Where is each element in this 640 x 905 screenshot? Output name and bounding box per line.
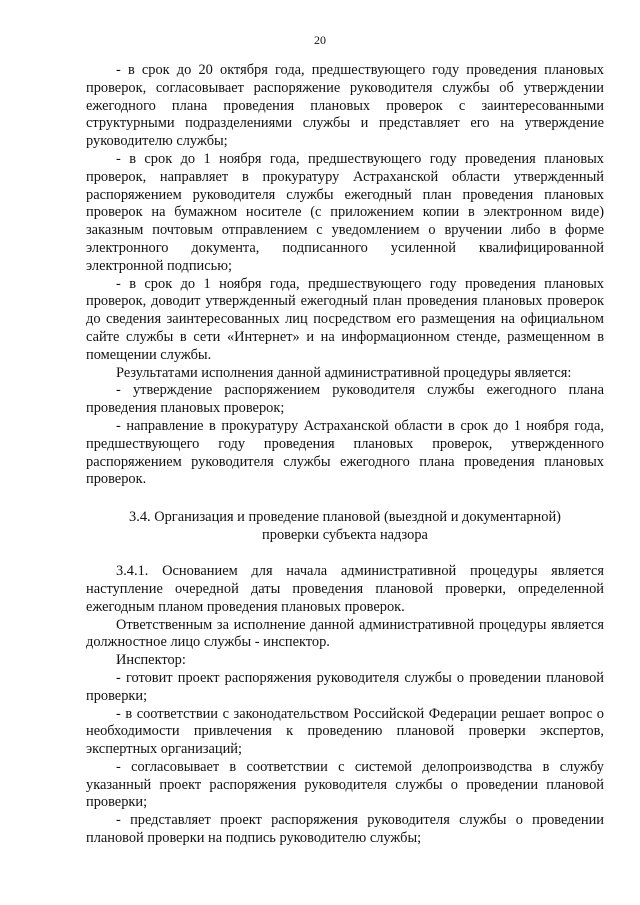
paragraph-results-intro: Результатами исполнения данной административной процедуры является:	[116, 364, 572, 381]
section-heading-3-4	[86, 508, 604, 544]
document-body	[86, 62, 604, 848]
paragraph-responsible-person: Ответственным за исполнение данной административной процедуры является должностное лицо службы - инспектор.	[86, 616, 604, 651]
paragraph-inspector-prepares-draft: - готовит проект распоряжения руководителя службы о проведении плановой проверки;	[86, 669, 604, 704]
paragraph-inspector-submits-for-signature: - представляет проект распоряжения руководителя службы о проведении плановой проверки на подпись руководителю службы;	[86, 812, 604, 847]
paragraph-deadline-november-1-prosecutor: - в срок до 1 ноября года, предшествующего году проведения плановых проверок, направляет в прокуратуру Астраханской области утвержденный распоряжением руководителя службы ежегодный план проведения плановых проверок на бумажном носителе (с приложением копии в электронном виде) заказным почтовым отправлением с уведомлением о вручении либо в форме электронного документа, подписанного усиленной квалифицированной электронной подписью;	[86, 150, 604, 274]
section-heading-line-2: проверки субъекта надзора	[262, 527, 428, 544]
page-number: 20	[314, 33, 326, 47]
section-heading-line-1: 3.4. Организация и проведение плановой (выездной и документарной)	[129, 509, 561, 526]
paragraph-result-approval: - утверждение распоряжением руководителя службы ежегодного плана проведения плановых проверок;	[86, 382, 604, 417]
paragraph-result-submission: - направление в прокуратуру Астраханской области в срок до 1 ноября года, предшествующего году проведения плановых проверок, утвержденного распоряжением руководителя службы ежегодного плана проведения плановых проверок.	[86, 417, 604, 488]
paragraph-deadline-october-20: - в срок до 20 октября года, предшествующего году проведения плановых проверок, согласовывает распоряжение руководителя службы об утверждении ежегодного плана проведения плановых проверок с заинтересованными структурными подразделениями службы и представляет его на утверждение руководителю службы;	[86, 62, 604, 150]
paragraph-3-4-1-basis: 3.4.1. Основанием для начала административной процедуры является наступление очередной даты проведения плановой проверки, определенной ежегодным планом проведения плановых проверок.	[86, 563, 604, 615]
paragraph-deadline-november-1-publication: - в срок до 1 ноября года, предшествующего году проведения плановых проверок, доводит утвержденный ежегодный план проведения плановых проверок до сведения заинтересованных лиц посредством его размещения на официальном сайте службы в сети «Интернет» и на информационном стенде, размещенном в помещении службы.	[86, 275, 604, 363]
paragraph-inspector-coordinates-draft: - согласовывает в соответствии с системой делопроизводства в службу указанный проект распоряжения руководителя службы о проведении плановой проверки;	[86, 758, 604, 811]
paragraph-inspector-decides-experts: - в соответствии с законодательством Российской Федерации решает вопрос о необходимости привлечения к проведению плановой проверки экспертов, экспертных организаций;	[86, 705, 604, 758]
paragraph-inspector-label: Инспектор:	[116, 652, 186, 669]
